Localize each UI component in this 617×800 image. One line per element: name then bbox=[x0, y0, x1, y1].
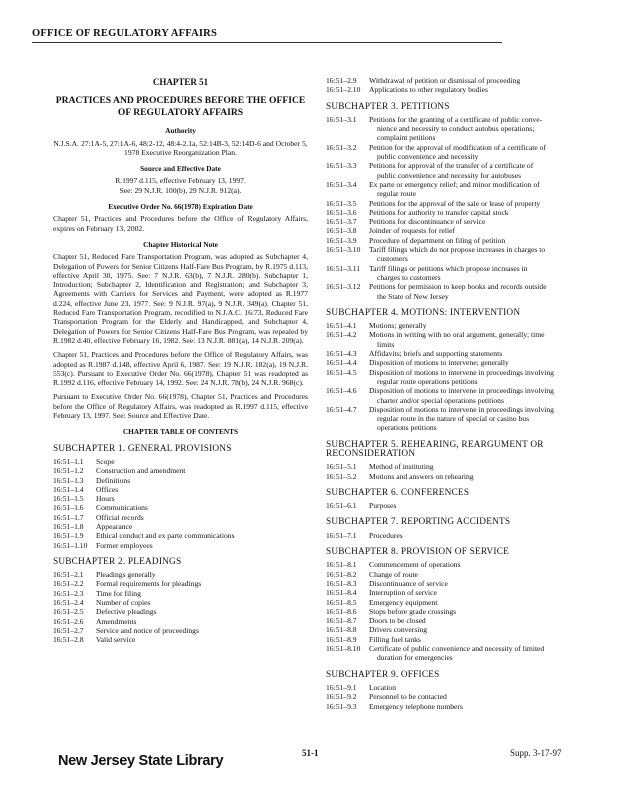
history-paragraph-3: Pursuant to Executive Order No. 66(1978), Chapter 51, Practices and Procedures before the Office of Regulatory Affairs, was readopted as R.1997 d.115, effective February 13, 1997. See: Source and Effective Date. bbox=[53, 392, 308, 421]
running-head: OFFICE OF REGULATORY AFFAIRS bbox=[32, 28, 218, 39]
section-title: Communications bbox=[96, 503, 148, 513]
section-title: Construction and amendment bbox=[96, 466, 186, 476]
section-title: Disposition of motions to intervene in proceedings involving charter and/or special operations petitions bbox=[369, 386, 596, 405]
right-toc-continuation bbox=[326, 76, 596, 95]
section-title: Petitions for the granting of a certificate of public conve- nience and necessity to conduct autobus operations; complaint petitions bbox=[369, 115, 596, 143]
section-number: 16:51–1.10 bbox=[53, 540, 88, 550]
toc-entry bbox=[326, 85, 596, 94]
section-title: Scope bbox=[96, 456, 115, 466]
history-paragraph-1: Chapter 51, Reduced Fare Transportation Program, was adopted as Subchapter 4, Delegation of Powers for Senior Citizens Half-Fare Bus Program, by R.1975 d.113, effective April 30, 1975. See: 7 N.J.R. 63(b), 7 N.J.R. 280(b). Subchapter 1, Introduction; Subchapter 2, Identification and Registration; and Subchapter 3, Agreements with Carriers for Services and Payment, were adopted as R.1977 d.224, effective June 23, 1977. See: 9 N.J.R. 97(a), 9 N.J.R. 349(a). Chapter 51, Reduced Fare Transportation Program, recodified to N.J.A.C. 16:73, Reduced Fare Transportation Program for the Elderly and Handicapped, and Subchapter 4, Delegation of Powers for Senior Citizens Half-Fare Bus Program, was repealed by R.1982 d.40, effective February 16, 1982. See: 13 N.J.R. 881(a), 14 N.J.R. 209(a). bbox=[53, 252, 308, 345]
section-title: Disposition of motions to intervene; generally bbox=[369, 358, 509, 368]
toc-entry bbox=[53, 531, 308, 540]
section-title-continuation: regular route bbox=[377, 189, 417, 199]
subchapter-heading: SUBCHAPTER 5. REHEARING, REARGUMENT OR RECONSIDERATION bbox=[326, 439, 544, 459]
toc-entry bbox=[326, 683, 596, 692]
section-title: Offices bbox=[96, 484, 119, 494]
section-title: Disposition of motions to intervene in proceedings involving regular route in the nature of special or casino bus operations petitions bbox=[369, 405, 596, 433]
toc-entry bbox=[326, 579, 596, 588]
section-title: Emergency equipment bbox=[369, 597, 438, 607]
section-number: 16:51–2.7 bbox=[53, 625, 84, 635]
authority-heading: Authority bbox=[165, 126, 196, 136]
section-title: Personnel to be contacted bbox=[369, 692, 447, 702]
toc-entry bbox=[326, 245, 596, 264]
toc-entry bbox=[326, 349, 596, 358]
section-number: 16:51–4.5 bbox=[326, 367, 357, 377]
section-title: Procedures bbox=[369, 530, 403, 540]
section-number: 16:51–1.4 bbox=[53, 484, 84, 494]
history-paragraph-2: Chapter 51, Practices and Procedures before the Office of Regulatory Affairs, was adopted as R.1987 d.148, effective April 6, 1987. See: 19 N.J.R. 182(a), 19 N.J.R. 553(c). Pursuant to Executive Order No. 66(1978), Chapter 51 was readopted as R.1992 d.116, effective February 14, 1992. See: 24 N.J.R. 78(b), 24 N.J.R. 968(c). bbox=[53, 350, 308, 388]
section-title: Location bbox=[369, 682, 396, 692]
section-number: 16:51–5.2 bbox=[326, 471, 357, 481]
toc-entry bbox=[53, 513, 308, 522]
supplement-date: Supp. 3-17-97 bbox=[510, 748, 562, 758]
section-title: Motions; generally bbox=[369, 321, 427, 331]
toc-entry bbox=[53, 570, 308, 579]
section-number: 16:51–1.9 bbox=[53, 531, 84, 541]
section-number: 16:51–1.7 bbox=[53, 512, 84, 522]
source-text-2: See: 29 N.J.R. 100(b), 29 N.J.R. 912(a). bbox=[119, 185, 242, 195]
section-title: Hours bbox=[96, 494, 115, 504]
subchapter-heading: SUBCHAPTER 9. OFFICES bbox=[326, 669, 440, 680]
toc-entry bbox=[53, 589, 308, 598]
section-title: Discontinuance of service bbox=[369, 578, 448, 588]
section-title: Tariff filings or petitions which propose increases in charges to customers bbox=[369, 264, 596, 283]
source-heading: Source and Effective Date bbox=[140, 164, 221, 174]
section-title-continuation: customers bbox=[377, 254, 408, 264]
section-title-continuation: operations petitions bbox=[377, 423, 437, 433]
section-title: Commencement of operations bbox=[369, 560, 461, 570]
section-title: Petition for the approval of modification of a certificate of public convenience and necessity bbox=[369, 143, 596, 162]
section-number: 16:51–4.4 bbox=[326, 358, 357, 368]
page-number: 51-1 bbox=[302, 748, 319, 758]
section-number: 16:51–8.8 bbox=[326, 625, 357, 635]
source-text-1: R.1997 d.115, effective February 13, 1997. bbox=[115, 176, 246, 186]
right-column bbox=[326, 76, 596, 711]
section-number: 16:51–3.3 bbox=[326, 161, 357, 171]
left-column bbox=[53, 78, 308, 645]
chapter-subtitle: PRACTICES AND PROCEDURES BEFORE THE OFFICE OF REGULATORY AFFAIRS bbox=[55, 95, 306, 118]
subchapter-heading: SUBCHAPTER 2. PLEADINGS bbox=[53, 556, 182, 567]
toc-entry bbox=[326, 264, 596, 283]
section-title: Withdrawal of petition or dismissal of proceeding bbox=[369, 76, 521, 85]
section-title-continuation: the State of New Jersey bbox=[377, 291, 449, 301]
section-title: Pleadings generally bbox=[96, 570, 156, 580]
section-title-continuation: regular route operations petitions bbox=[377, 376, 478, 386]
section-title: Emergency telephone numbers bbox=[369, 701, 463, 711]
section-title: Definitions bbox=[96, 475, 131, 485]
section-number: 16:51–8.6 bbox=[326, 606, 357, 616]
toc-entry bbox=[326, 208, 596, 217]
toc-entry bbox=[326, 76, 596, 85]
section-number: 16:51–3.6 bbox=[326, 207, 357, 217]
section-number: 16:51–8.5 bbox=[326, 597, 357, 607]
section-number: 16:51–2.3 bbox=[53, 588, 84, 598]
section-title: Motions in writing with no oral argument, generally; time limits bbox=[369, 330, 596, 349]
section-title: Petitions for discontinuance of service bbox=[369, 217, 486, 227]
section-title: Certificate of public convenience and necessity of limited duration for emergencies bbox=[369, 644, 596, 663]
section-title-continuation: complaint petitions bbox=[377, 133, 436, 143]
section-number: 16:51–1.5 bbox=[53, 494, 84, 504]
section-number: 16:51–5.1 bbox=[326, 462, 357, 472]
section-title: Motions and answers on rehearing bbox=[369, 471, 474, 481]
toc-entry bbox=[53, 598, 308, 607]
section-title: Joinder of requests for relief bbox=[369, 226, 456, 236]
section-number: 16:51–2.5 bbox=[53, 607, 84, 617]
toc-entry bbox=[326, 598, 596, 607]
toc-entry bbox=[326, 226, 596, 235]
section-number: 16:51–6.1 bbox=[326, 501, 357, 511]
section-title: Defective pleadings bbox=[96, 607, 157, 617]
toc-entry bbox=[326, 560, 596, 569]
toc-entry bbox=[53, 607, 308, 616]
section-title: Ethical conduct and ex parte communications bbox=[96, 531, 235, 541]
toc-entry bbox=[53, 476, 308, 485]
history-heading: Chapter Historical Note bbox=[143, 239, 218, 249]
section-title: Disposition of motions to intervene in proceedings involving regular route operations petitions bbox=[369, 368, 596, 387]
section-number: 16:51–9.1 bbox=[326, 682, 357, 692]
section-number: 16:51–1.1 bbox=[53, 456, 84, 466]
toc-entry bbox=[53, 494, 308, 503]
toc-entry bbox=[53, 503, 308, 512]
section-number: 16:51–1.3 bbox=[53, 475, 84, 485]
section-number: 16:51–3.5 bbox=[326, 198, 357, 208]
subchapter-heading: SUBCHAPTER 6. CONFERENCES bbox=[326, 487, 470, 498]
section-title-continuation: public convenience and necessity for autobuses bbox=[377, 170, 522, 180]
toc-entry bbox=[53, 457, 308, 466]
toc-entry bbox=[53, 466, 308, 475]
section-title-continuation: nience and necessity to conduct autobus operations; bbox=[377, 124, 535, 134]
library-watermark: New Jersey State Library bbox=[58, 753, 224, 769]
section-title-continuation: duration for emergencies bbox=[377, 653, 453, 663]
section-number: 16:51–8.10 bbox=[326, 644, 361, 654]
section-title: Official records bbox=[96, 512, 144, 522]
toc-entry bbox=[326, 282, 596, 301]
section-number: 16:51–4.6 bbox=[326, 386, 357, 396]
section-title: Stops before grade crossings bbox=[369, 606, 457, 616]
toc-entry bbox=[326, 161, 596, 180]
section-number: 16:51–3.10 bbox=[326, 245, 361, 255]
section-number: 16:51–4.3 bbox=[326, 349, 357, 359]
section-number: 16:51–8.4 bbox=[326, 588, 357, 598]
section-number: 16:51–2.1 bbox=[53, 570, 84, 580]
section-title-continuation: regular route in the nature of special or casino bus bbox=[377, 414, 530, 424]
toc-entry bbox=[326, 531, 596, 540]
section-number: 16:51–3.4 bbox=[326, 179, 357, 189]
subchapter-heading: SUBCHAPTER 7. REPORTING ACCIDENTS bbox=[326, 517, 511, 528]
subchapter-heading: SUBCHAPTER 8. PROVISION OF SERVICE bbox=[326, 547, 509, 558]
section-number: 16:51–2.6 bbox=[53, 616, 84, 626]
toc-entry bbox=[53, 541, 308, 550]
section-title: Filling fuel tanks bbox=[369, 634, 421, 644]
section-title: Purposes bbox=[369, 501, 397, 511]
eo-text: Chapter 51, Practices and Procedures before the Office of Regulatory Affairs, expires on February 13, 2002. bbox=[53, 214, 308, 233]
toc-entry bbox=[326, 616, 596, 625]
toc-entry bbox=[326, 644, 596, 663]
authority-text: N.J.S.A. 27:1A-5, 27:1A-6, 48:2-12, 48:4-2.1a, 52:14B-3, 52:14D-6 and October 5, 1978 Executive Reorganization Plan. bbox=[53, 138, 308, 157]
toc-entry bbox=[326, 607, 596, 616]
section-title: Doors to be closed bbox=[369, 616, 426, 626]
section-title-continuation: charter and/or special operations petitions bbox=[377, 395, 504, 405]
section-title-continuation: public convenience and necessity bbox=[377, 152, 479, 162]
toc-entry bbox=[53, 635, 308, 644]
section-number: 16:51–2.10 bbox=[326, 85, 361, 95]
section-number: 16:51–1.6 bbox=[53, 503, 84, 513]
section-number: 16:51–8.7 bbox=[326, 616, 357, 626]
section-number: 16:51–8.2 bbox=[326, 569, 357, 579]
toc-entry bbox=[326, 692, 596, 701]
section-number: 16:51–1.2 bbox=[53, 466, 84, 476]
section-title: Valid service bbox=[96, 635, 136, 645]
header-rule bbox=[32, 42, 502, 43]
toc-entry bbox=[53, 485, 308, 494]
section-title: Applications to other regulatory bodies bbox=[369, 85, 488, 95]
section-title: Petitions for authority to transfer capital stock bbox=[369, 207, 509, 217]
chapter-title: CHAPTER 51 bbox=[152, 77, 209, 87]
section-number: 16:51–3.11 bbox=[326, 263, 361, 273]
toc-entry bbox=[53, 617, 308, 626]
toc-entry bbox=[53, 522, 308, 531]
toc-entry bbox=[326, 702, 596, 711]
eo-heading: Executive Order No. 66(1978) Expiration Date bbox=[108, 202, 253, 212]
section-title: Petitions for approval of the transfer of a certificate of public convenience and necessity for autobuses bbox=[369, 161, 596, 180]
section-title: Petitions for permission to keep books and records outside the State of New Jersey bbox=[369, 282, 596, 301]
section-title: Drivers conversing bbox=[369, 625, 427, 635]
section-title: Affidavits; briefs and supporting statements bbox=[369, 349, 503, 359]
toc-entry bbox=[326, 180, 596, 199]
section-title: Number of copies bbox=[96, 598, 151, 608]
toc-entry bbox=[326, 405, 596, 433]
section-title: Ex parte or emergency relief; and minor modification of regular route bbox=[369, 180, 596, 199]
toc-entry bbox=[326, 386, 596, 405]
section-title: Formal requirements for pleadings bbox=[96, 579, 202, 589]
section-number: 16:51–3.9 bbox=[326, 235, 357, 245]
section-title: Tariff filings which do not propose increases in charges to customers bbox=[369, 245, 596, 264]
section-title: Petitions for the approval of the sale or lease of property bbox=[369, 198, 541, 208]
section-number: 16:51–7.1 bbox=[326, 530, 357, 540]
section-number: 16:51–1.8 bbox=[53, 521, 84, 531]
section-number: 16:51–9.2 bbox=[326, 692, 357, 702]
section-number: 16:51–2.4 bbox=[53, 598, 84, 608]
toc-entry bbox=[326, 570, 596, 579]
section-title: Appearance bbox=[96, 521, 133, 531]
section-number: 16:51–3.7 bbox=[326, 217, 357, 227]
section-title: Interruption of service bbox=[369, 588, 437, 598]
section-number: 16:51–3.8 bbox=[326, 226, 357, 236]
toc-entry bbox=[326, 588, 596, 597]
toc-heading: CHAPTER TABLE OF CONTENTS bbox=[122, 427, 239, 437]
toc-entry bbox=[53, 626, 308, 635]
toc-entry bbox=[326, 115, 596, 143]
section-number: 16:51–2.2 bbox=[53, 579, 84, 589]
toc-entry bbox=[326, 472, 596, 481]
toc-entry bbox=[53, 579, 308, 588]
section-number: 16:51–8.1 bbox=[326, 560, 357, 570]
section-title-continuation: limits bbox=[377, 339, 395, 349]
subchapter-heading: SUBCHAPTER 4. MOTIONS: INTERVENTION bbox=[326, 307, 521, 318]
section-number: 16:51–4.1 bbox=[326, 321, 357, 331]
subchapter-heading: SUBCHAPTER 1. GENERAL PROVISIONS bbox=[53, 443, 232, 454]
left-toc bbox=[53, 445, 308, 645]
toc-entry bbox=[326, 635, 596, 644]
right-toc bbox=[326, 103, 596, 711]
toc-entry bbox=[326, 625, 596, 634]
section-title-continuation: charges to customers bbox=[377, 272, 441, 282]
section-title: Time for filing bbox=[96, 588, 141, 598]
section-number: 16:51–3.1 bbox=[326, 114, 357, 124]
section-number: 16:51–8.3 bbox=[326, 578, 357, 588]
toc-entry bbox=[326, 462, 596, 471]
section-number: 16:51–2.9 bbox=[326, 76, 357, 85]
section-number: 16:51–4.2 bbox=[326, 330, 357, 340]
toc-entry bbox=[326, 501, 596, 510]
section-title: Method of instituting bbox=[369, 462, 434, 472]
section-title: Former employees bbox=[96, 540, 153, 550]
section-number: 16:51–9.3 bbox=[326, 701, 357, 711]
toc-entry bbox=[326, 236, 596, 245]
section-number: 16:51–2.8 bbox=[53, 635, 84, 645]
section-number: 16:51–3.12 bbox=[326, 282, 361, 292]
section-number: 16:51–4.7 bbox=[326, 404, 357, 414]
toc-entry bbox=[326, 143, 596, 162]
toc-entry bbox=[326, 199, 596, 208]
subchapter-heading: SUBCHAPTER 3. PETITIONS bbox=[326, 101, 450, 112]
section-number: 16:51–8.9 bbox=[326, 634, 357, 644]
toc-entry bbox=[326, 368, 596, 387]
section-title: Procedure of department on filing of petition bbox=[369, 235, 506, 245]
section-title: Service and notice of proceedings bbox=[96, 625, 199, 635]
section-title: Amendments bbox=[96, 616, 137, 626]
toc-entry bbox=[326, 330, 596, 349]
toc-entry bbox=[326, 358, 596, 367]
section-title: Change of route bbox=[369, 569, 418, 579]
toc-entry bbox=[326, 217, 596, 226]
section-number: 16:51–3.2 bbox=[326, 142, 357, 152]
toc-entry bbox=[326, 321, 596, 330]
